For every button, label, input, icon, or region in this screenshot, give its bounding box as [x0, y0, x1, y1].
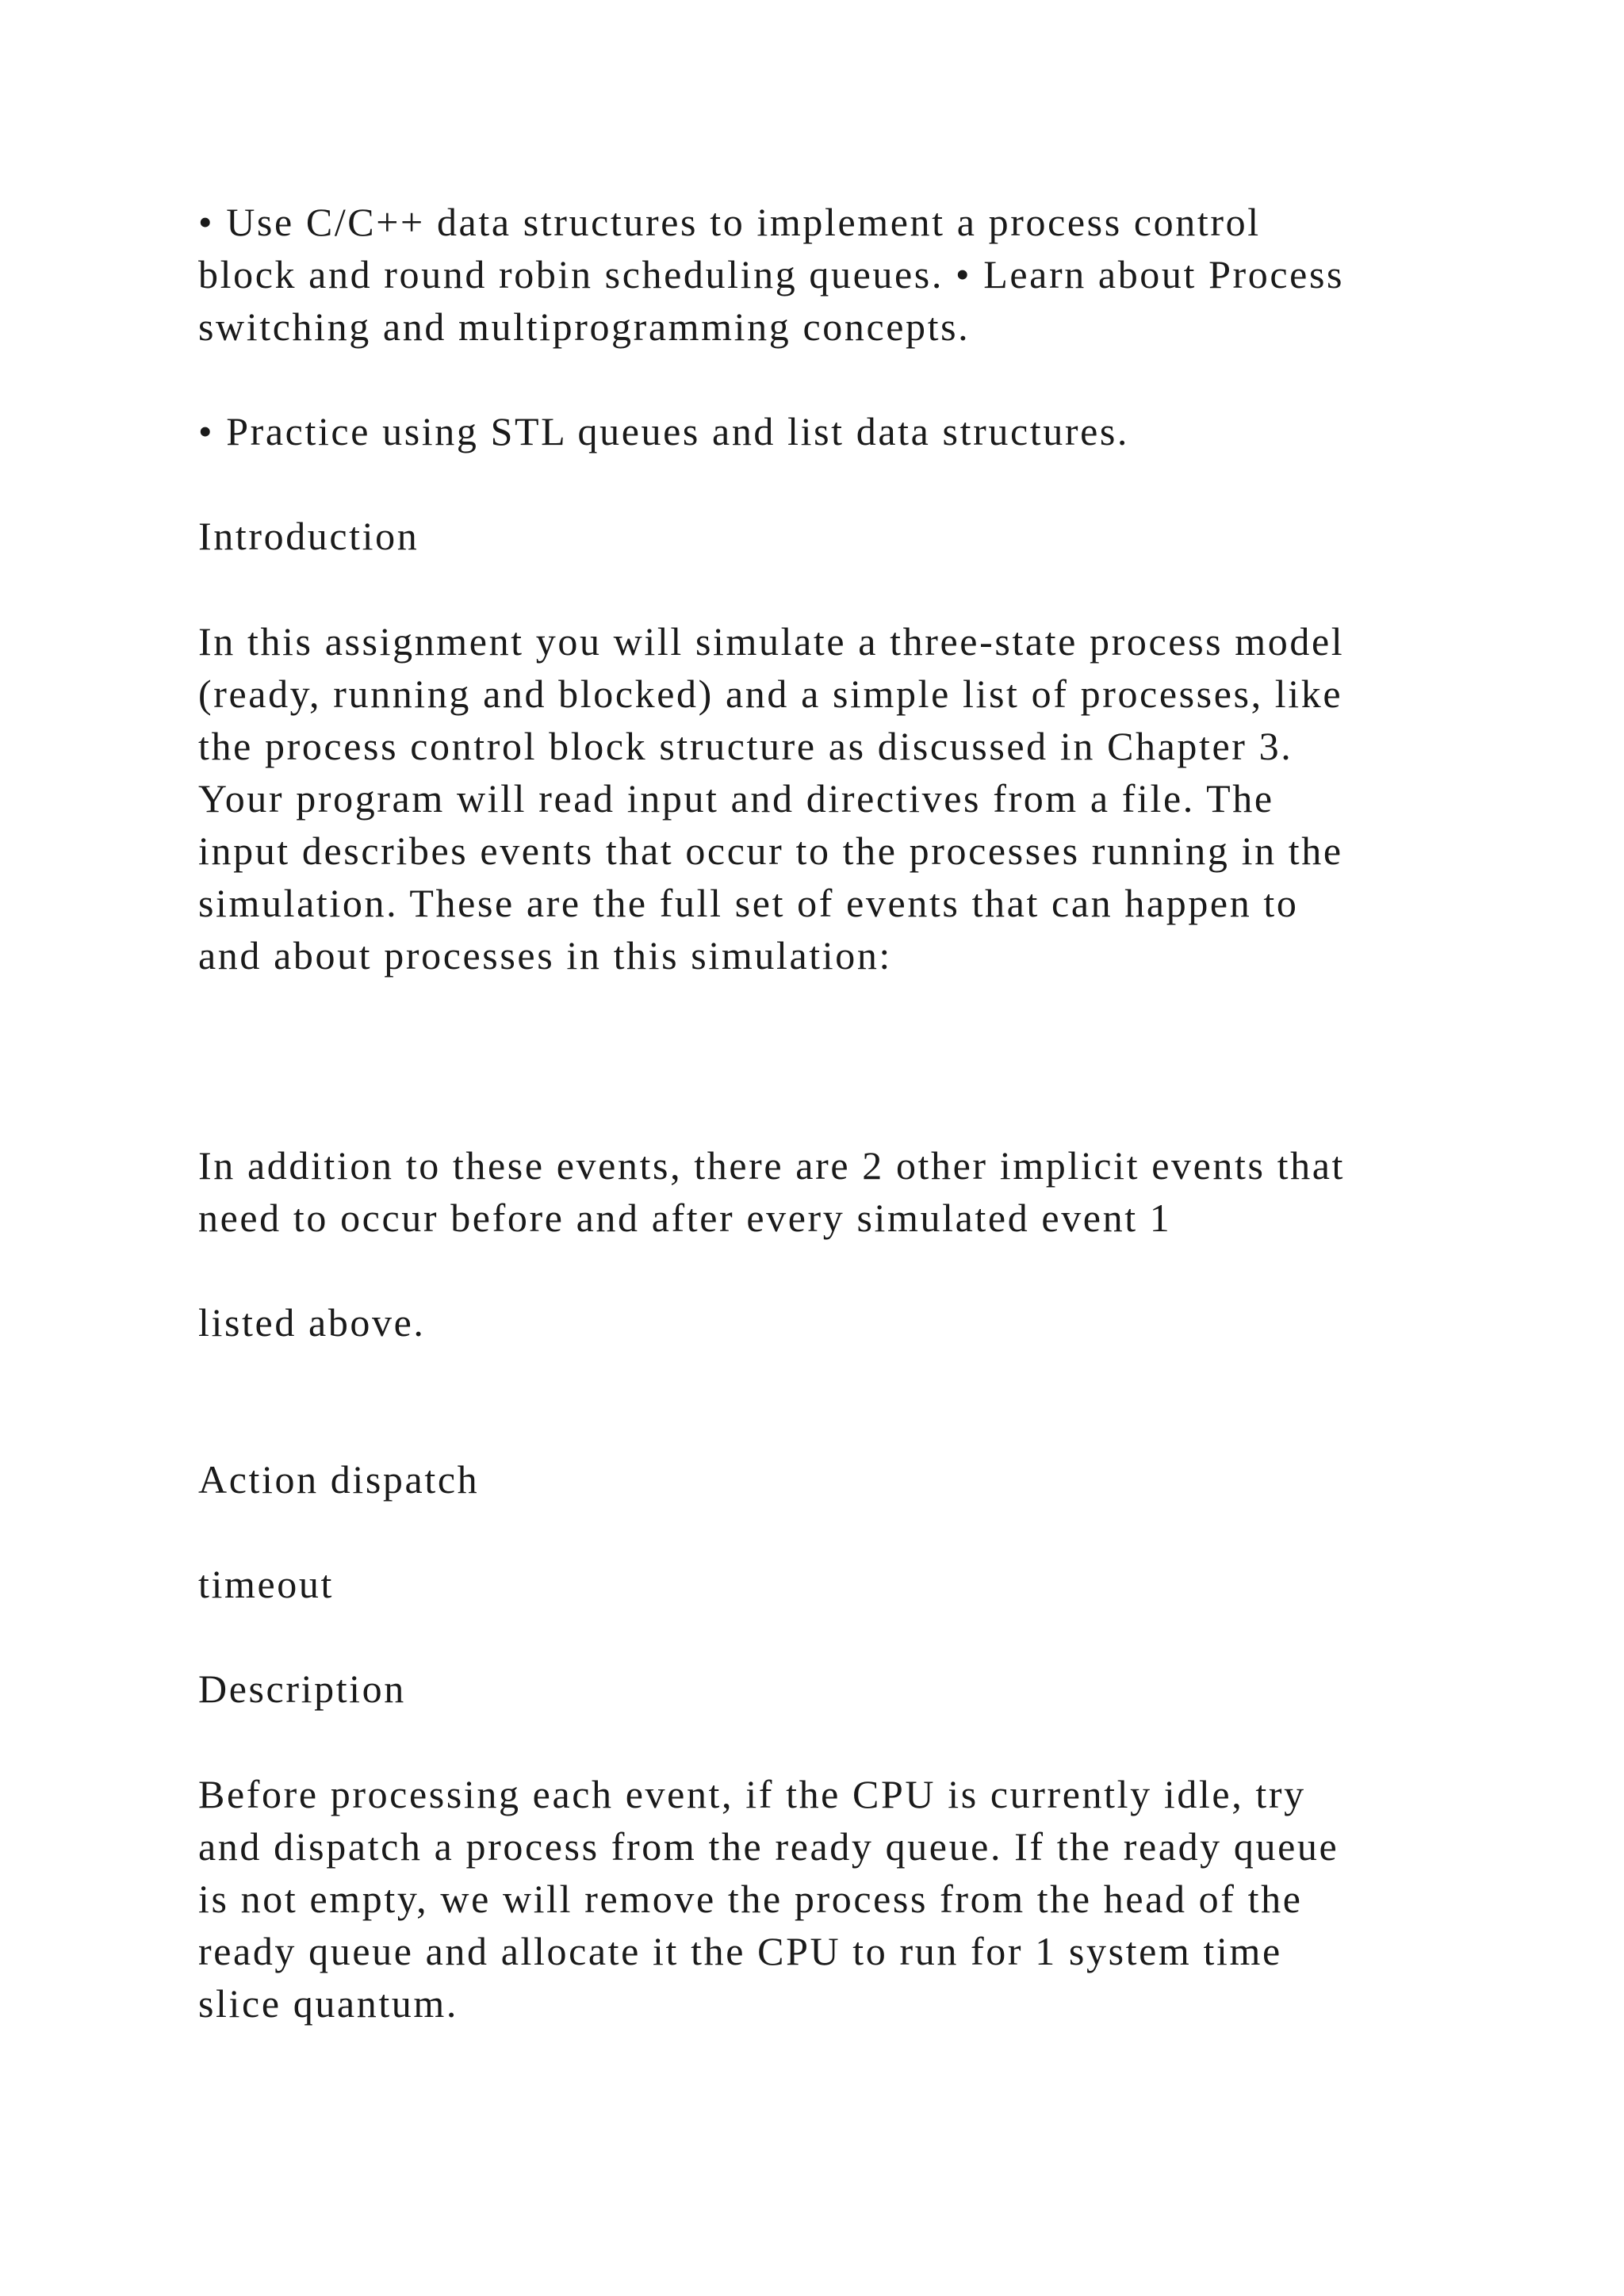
- text-line: Before processing each event, if the CPU is currently idle, try: [198, 1772, 1306, 1816]
- listed-above-text: listed above.: [198, 1300, 426, 1345]
- text-line: simulation. These are the full set of events that can happen to: [198, 881, 1299, 925]
- text-line: In this assignment you will simulate a three-state process model: [198, 619, 1345, 664]
- text-line: Your program will read input and directives from a file. The: [198, 776, 1274, 821]
- text-line: • Practice using STL queues and list data structures.: [198, 409, 1130, 453]
- text-line: In addition to these events, there are 2 other implicit events that: [198, 1143, 1346, 1188]
- text-line: is not empty, we will remove the process from the head of the: [198, 1877, 1303, 1921]
- table-action-timeout: timeout: [198, 1562, 334, 1606]
- text-line: need to occur before and after every simulated event 1: [198, 1196, 1172, 1240]
- text-line: input describes events that occur to the processes running in the: [198, 828, 1343, 873]
- text-line: the process control block structure as discussed in Chapter 3.: [198, 724, 1293, 768]
- text-line: switching and multiprogramming concepts.: [198, 304, 971, 349]
- text-line: • Use C/C++ data structures to implement a process control: [198, 200, 1261, 244]
- text-line: and dispatch a process from the ready queue. If the ready queue: [198, 1824, 1339, 1869]
- text-line: and about processes in this simulation:: [198, 933, 892, 978]
- text-line: slice quantum.: [198, 1981, 459, 2026]
- text-line: (ready, running and blocked) and a simple list of processes, like: [198, 672, 1343, 716]
- table-header-description: Description: [198, 1667, 406, 1711]
- table-header-action: Action dispatch: [198, 1457, 480, 1502]
- introduction-heading: Introduction: [198, 514, 419, 558]
- text-line: ready queue and allocate it the CPU to run for 1 system time: [198, 1929, 1282, 1973]
- text-line: block and round robin scheduling queues. • Learn about Process: [198, 252, 1345, 297]
